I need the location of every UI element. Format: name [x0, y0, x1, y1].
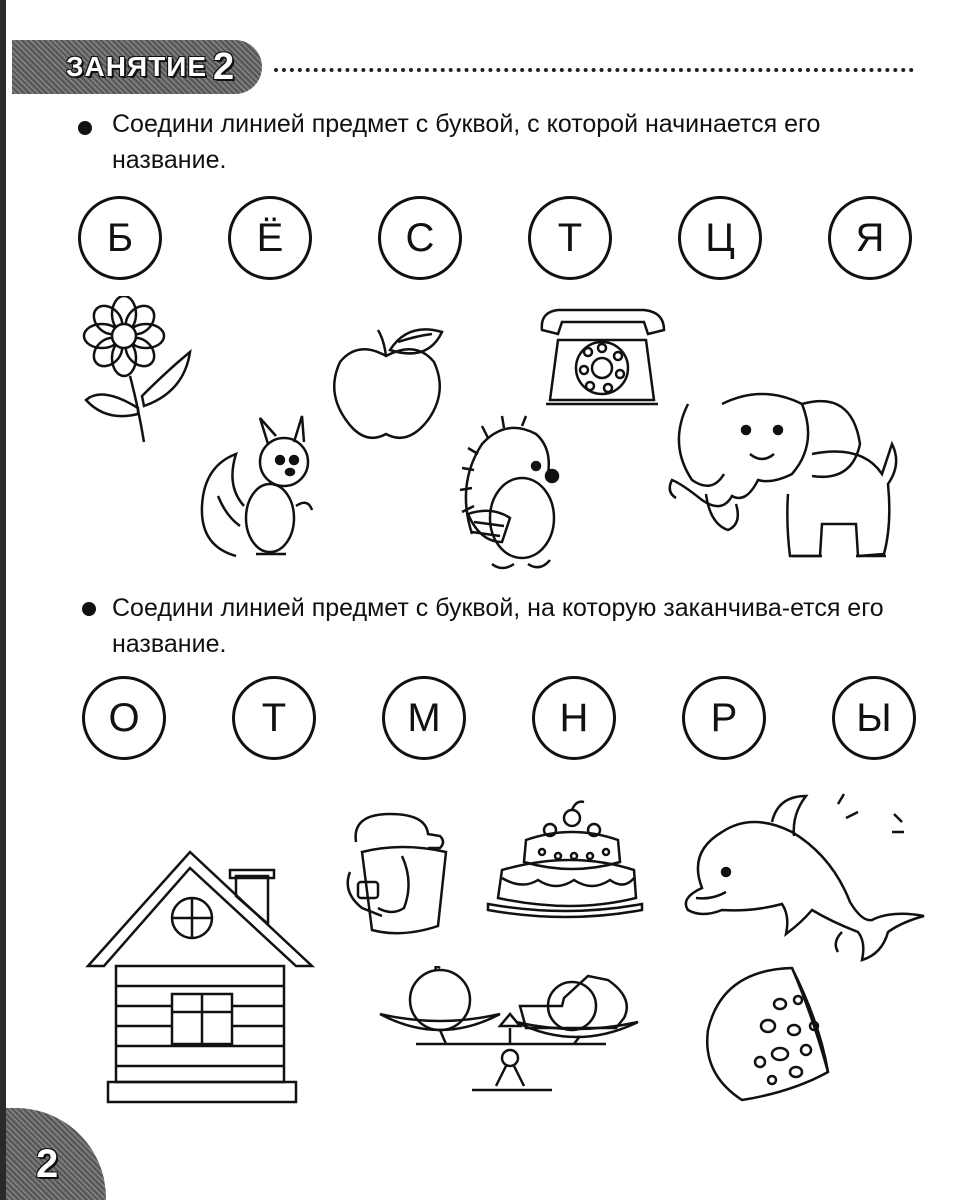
lesson-banner — [12, 40, 262, 94]
letter-circle-5[interactable]: Ц — [678, 196, 762, 280]
telephone-icon[interactable] — [536, 304, 671, 414]
page-number: 2 — [36, 1142, 59, 1186]
letter-circle-8[interactable]: Т — [232, 676, 316, 760]
letter-circle-9[interactable]: М — [382, 676, 466, 760]
lesson-number: 2 — [213, 45, 235, 88]
letter-circle-11[interactable]: Р — [682, 676, 766, 760]
letter-circle-2[interactable]: Ё — [228, 196, 312, 280]
elephant-icon[interactable] — [662, 384, 912, 574]
flower-icon[interactable] — [72, 296, 202, 446]
scales-icon[interactable] — [376, 966, 642, 1096]
cake-icon[interactable] — [482, 800, 648, 924]
house-icon[interactable] — [82, 846, 318, 1106]
dolphin-icon[interactable] — [682, 792, 934, 962]
letter-circle-3[interactable]: С — [378, 196, 462, 280]
dotted-divider — [274, 68, 914, 72]
hedgehog-icon[interactable] — [452, 414, 567, 574]
squirrel-icon[interactable] — [196, 406, 326, 561]
task-1-instruction: Соедини линией предмет с буквой, с которой начинается его название. — [112, 110, 821, 174]
bucket-icon[interactable] — [342, 812, 454, 936]
task-2-instruction: Соедини линией предмет с буквой, на которую заканчива-ется его название. — [112, 594, 884, 658]
cheese-icon[interactable] — [702, 964, 832, 1104]
letter-circle-12[interactable]: Ы — [832, 676, 916, 760]
bullet-point-1 — [78, 121, 92, 135]
letter-circle-6[interactable]: Я — [828, 196, 912, 280]
apple-icon[interactable] — [328, 322, 453, 447]
task-2-letters — [6, 676, 964, 766]
lesson-title: ЗАНЯТИЕ — [66, 51, 208, 82]
letter-circle-4[interactable]: Т — [528, 196, 612, 280]
task-1-letters — [6, 196, 964, 286]
letter-circle-10[interactable]: Н — [532, 676, 616, 760]
bullet-point-2 — [82, 602, 96, 616]
letter-circle-1[interactable]: Б — [78, 196, 162, 280]
letter-circle-7[interactable]: О — [82, 676, 166, 760]
